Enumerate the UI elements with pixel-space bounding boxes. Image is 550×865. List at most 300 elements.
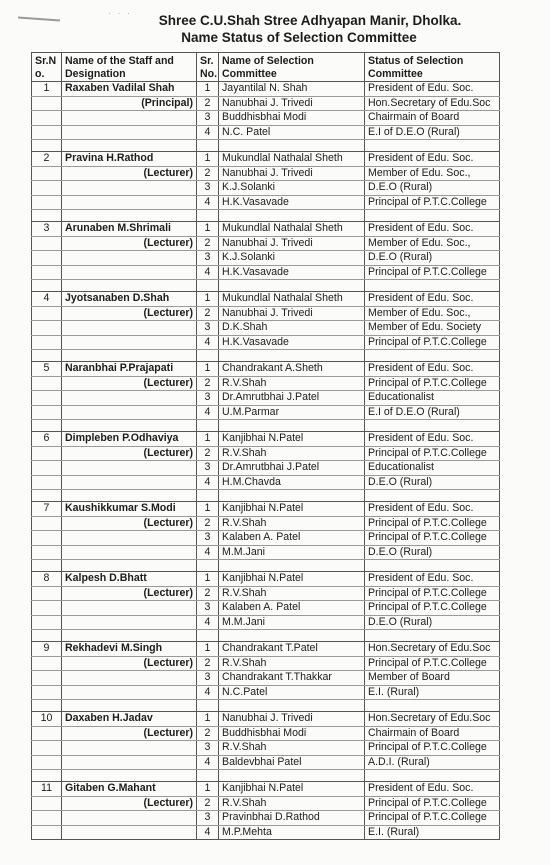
member-number: 1 xyxy=(197,292,219,307)
table-row xyxy=(32,671,500,686)
staff-cell xyxy=(62,251,197,266)
spacer-cell xyxy=(365,420,500,432)
row-srno: 2 xyxy=(32,152,62,167)
table-row xyxy=(32,335,500,350)
spacer-cell xyxy=(219,420,365,432)
member-number: 1 xyxy=(197,362,219,377)
staff-designation: (Lecturer) xyxy=(62,726,197,741)
table-row xyxy=(32,391,500,406)
member-status: Principal of P.T.C.College xyxy=(365,376,500,391)
table-row xyxy=(32,222,500,237)
member-name: Buddhisbhai Modi xyxy=(219,726,365,741)
member-number: 1 xyxy=(197,222,219,237)
spacer-cell xyxy=(62,630,197,642)
member-name: R.V.Shah xyxy=(219,516,365,531)
spacer-cell xyxy=(32,770,62,782)
spacer-cell xyxy=(365,700,500,712)
staff-designation: (Lecturer) xyxy=(62,656,197,671)
member-status: Principal of P.T.C.College xyxy=(365,656,500,671)
member-status: President of Edu. Soc. xyxy=(365,222,500,237)
member-name: R.V.Shah xyxy=(219,796,365,811)
member-status: Chairmain of Board xyxy=(365,726,500,741)
member-name: D.K.Shah xyxy=(219,321,365,336)
table-body xyxy=(32,82,500,840)
group-spacer-row xyxy=(32,420,500,432)
spacer-cell xyxy=(219,490,365,502)
staff-cell xyxy=(62,531,197,546)
member-name: M.M.Jani xyxy=(219,615,365,630)
spacer-cell xyxy=(32,210,62,222)
row-srno: 11 xyxy=(32,782,62,797)
selection-committee-table xyxy=(31,52,500,840)
member-status: E.I. (Rural) xyxy=(365,685,500,700)
spacer-cell xyxy=(32,350,62,362)
member-name: Nanubhai J. Trivedi xyxy=(219,712,365,727)
member-name: Pravinbhai D.Rathod xyxy=(219,811,365,826)
staff-name: Rekhadevi M.Singh xyxy=(62,642,197,657)
table-row xyxy=(32,726,500,741)
row-srno xyxy=(32,446,62,461)
table-row xyxy=(32,111,500,126)
group-spacer-row xyxy=(32,140,500,152)
member-status: President of Edu. Soc. xyxy=(365,782,500,797)
member-status: E.I. (Rural) xyxy=(365,825,500,840)
row-srno xyxy=(32,685,62,700)
member-number: 1 xyxy=(197,502,219,517)
row-srno xyxy=(32,405,62,420)
member-number: 3 xyxy=(197,741,219,756)
table-row xyxy=(32,376,500,391)
table-header-row xyxy=(32,53,500,82)
member-number: 4 xyxy=(197,615,219,630)
member-name: M.M.Jani xyxy=(219,545,365,560)
spacer-cell xyxy=(62,280,197,292)
table-row xyxy=(32,306,500,321)
member-name: H.M.Chavda xyxy=(219,475,365,490)
staff-cell xyxy=(62,811,197,826)
member-status: Principal of P.T.C.College xyxy=(365,811,500,826)
staff-cell xyxy=(62,545,197,560)
staff-cell xyxy=(62,335,197,350)
member-name: Chandrakant T.Patel xyxy=(219,642,365,657)
row-srno xyxy=(32,671,62,686)
spacer-cell xyxy=(62,350,197,362)
member-name: Mukundlal Nathalal Sheth xyxy=(219,152,365,167)
spacer-cell xyxy=(365,630,500,642)
member-number: 4 xyxy=(197,265,219,280)
member-number: 4 xyxy=(197,335,219,350)
row-srno xyxy=(32,545,62,560)
spacer-cell xyxy=(219,280,365,292)
member-status: Member of Edu. Soc., xyxy=(365,166,500,181)
table-row xyxy=(32,572,500,587)
table-row xyxy=(32,475,500,490)
member-name: Baldevbhai Patel xyxy=(219,755,365,770)
member-status: President of Edu. Soc. xyxy=(365,362,500,377)
member-name: Nanubhai J. Trivedi xyxy=(219,166,365,181)
spacer-cell xyxy=(62,140,197,152)
staff-cell xyxy=(62,755,197,770)
member-name: K.J.Solanki xyxy=(219,251,365,266)
member-number: 2 xyxy=(197,166,219,181)
member-name: Dr.Amrutbhai J.Patel xyxy=(219,461,365,476)
member-number: 1 xyxy=(197,82,219,97)
member-status: Educationalist xyxy=(365,461,500,476)
table-row xyxy=(32,292,500,307)
group-spacer-row xyxy=(32,560,500,572)
member-status: Principal of P.T.C.College xyxy=(365,601,500,616)
row-srno xyxy=(32,726,62,741)
table-row xyxy=(32,755,500,770)
member-number: 2 xyxy=(197,96,219,111)
member-number: 4 xyxy=(197,755,219,770)
row-srno xyxy=(32,265,62,280)
member-number: 3 xyxy=(197,531,219,546)
spacer-cell xyxy=(32,280,62,292)
row-srno xyxy=(32,741,62,756)
spacer-cell xyxy=(197,210,219,222)
member-status: President of Edu. Soc. xyxy=(365,292,500,307)
member-status: Principal of P.T.C.College xyxy=(365,796,500,811)
member-status: Member of Edu. Soc., xyxy=(365,236,500,251)
staff-cell xyxy=(62,265,197,280)
staff-cell xyxy=(62,461,197,476)
table-row xyxy=(32,96,500,111)
group-spacer-row xyxy=(32,350,500,362)
member-number: 1 xyxy=(197,712,219,727)
spacer-cell xyxy=(219,700,365,712)
staff-designation: (Lecturer) xyxy=(62,796,197,811)
member-name: Dr.Amrutbhai J.Patel xyxy=(219,391,365,406)
member-status: Principal of P.T.C.College xyxy=(365,195,500,210)
table-row xyxy=(32,796,500,811)
row-srno xyxy=(32,825,62,840)
member-number: 2 xyxy=(197,376,219,391)
member-number: 4 xyxy=(197,475,219,490)
member-name: Chandrakant A.Sheth xyxy=(219,362,365,377)
table-row xyxy=(32,531,500,546)
spacer-cell xyxy=(197,280,219,292)
table-row xyxy=(32,545,500,560)
spacer-cell xyxy=(365,210,500,222)
staff-cell xyxy=(62,391,197,406)
member-name: Nanubhai J. Trivedi xyxy=(219,236,365,251)
member-status: D.E.O (Rural) xyxy=(365,615,500,630)
table-row xyxy=(32,195,500,210)
staff-cell xyxy=(62,125,197,140)
member-name: Nanubhai J. Trivedi xyxy=(219,96,365,111)
spacer-cell xyxy=(32,560,62,572)
member-number: 4 xyxy=(197,825,219,840)
member-number: 4 xyxy=(197,405,219,420)
row-srno xyxy=(32,391,62,406)
row-srno xyxy=(32,656,62,671)
member-number: 3 xyxy=(197,391,219,406)
staff-cell xyxy=(62,195,197,210)
member-name: R.V.Shah xyxy=(219,741,365,756)
member-name: Kalaben A. Patel xyxy=(219,531,365,546)
table-row xyxy=(32,236,500,251)
row-srno: 1 xyxy=(32,82,62,97)
spacer-cell xyxy=(197,700,219,712)
staff-designation: (Lecturer) xyxy=(62,306,197,321)
spacer-cell xyxy=(197,630,219,642)
member-number: 3 xyxy=(197,671,219,686)
member-name: Mukundlal Nathalal Sheth xyxy=(219,222,365,237)
table-row xyxy=(32,502,500,517)
table-row xyxy=(32,432,500,447)
staff-name: Raxaben Vadilal Shah xyxy=(62,82,197,97)
table-row xyxy=(32,741,500,756)
member-number: 1 xyxy=(197,152,219,167)
member-number: 2 xyxy=(197,236,219,251)
member-number: 2 xyxy=(197,656,219,671)
member-name: Kalaben A. Patel xyxy=(219,601,365,616)
row-srno xyxy=(32,461,62,476)
spacer-cell xyxy=(365,140,500,152)
row-srno xyxy=(32,796,62,811)
staff-name: Arunaben M.Shrimali xyxy=(62,222,197,237)
col-header-committee-name: Name of Selection Committee xyxy=(219,53,365,82)
staff-cell xyxy=(62,475,197,490)
member-status: Principal of P.T.C.College xyxy=(365,446,500,461)
member-status: Chairmain of Board xyxy=(365,111,500,126)
table-row xyxy=(32,82,500,97)
table-row xyxy=(32,181,500,196)
row-srno: 8 xyxy=(32,572,62,587)
row-srno xyxy=(32,166,62,181)
spacer-cell xyxy=(365,350,500,362)
staff-name: Daxaben H.Jadav xyxy=(62,712,197,727)
member-number: 4 xyxy=(197,195,219,210)
member-status: D.E.O (Rural) xyxy=(365,181,500,196)
spacer-cell xyxy=(219,140,365,152)
member-status: President of Edu. Soc. xyxy=(365,502,500,517)
group-spacer-row xyxy=(32,490,500,502)
group-spacer-row xyxy=(32,700,500,712)
row-srno: 5 xyxy=(32,362,62,377)
member-number: 3 xyxy=(197,461,219,476)
row-srno: 10 xyxy=(32,712,62,727)
member-name: R.V.Shah xyxy=(219,656,365,671)
member-name: Kanjibhai N.Patel xyxy=(219,502,365,517)
spacer-cell xyxy=(219,770,365,782)
member-number: 4 xyxy=(197,125,219,140)
spacer-cell xyxy=(197,560,219,572)
member-number: 2 xyxy=(197,516,219,531)
member-status: President of Edu. Soc. xyxy=(365,152,500,167)
group-spacer-row xyxy=(32,630,500,642)
member-status: D.E.O (Rural) xyxy=(365,545,500,560)
member-status: President of Edu. Soc. xyxy=(365,572,500,587)
row-srno xyxy=(32,251,62,266)
member-status: Educationalist xyxy=(365,391,500,406)
spacer-cell xyxy=(197,770,219,782)
table-row xyxy=(32,782,500,797)
member-status: A.D.I. (Rural) xyxy=(365,755,500,770)
row-srno xyxy=(32,111,62,126)
staff-designation: (Lecturer) xyxy=(62,586,197,601)
member-name: R.V.Shah xyxy=(219,586,365,601)
document-title: Shree C.U.Shah Stree Adhyapan Manir, Dholka. xyxy=(158,13,462,28)
col-header-status: Status of Selection Committee xyxy=(365,53,500,82)
table-row xyxy=(32,586,500,601)
spacer-cell xyxy=(219,560,365,572)
member-name: H.K.Vasavade xyxy=(219,195,365,210)
member-number: 3 xyxy=(197,601,219,616)
staff-name: Gitaben G.Mahant xyxy=(62,782,197,797)
staff-cell xyxy=(62,685,197,700)
spacer-cell xyxy=(197,420,219,432)
member-name: N.C.Patel xyxy=(219,685,365,700)
spacer-cell xyxy=(365,280,500,292)
table-row xyxy=(32,615,500,630)
document-header xyxy=(0,12,550,46)
pen-dots: · · · xyxy=(108,8,132,18)
spacer-cell xyxy=(32,140,62,152)
member-status: Hon.Secretary of Edu.Soc xyxy=(365,96,500,111)
staff-designation: (Lecturer) xyxy=(62,446,197,461)
staff-name: Pravina H.Rathod xyxy=(62,152,197,167)
spacer-cell xyxy=(219,630,365,642)
member-status: Principal of P.T.C.College xyxy=(365,586,500,601)
member-name: U.M.Parmar xyxy=(219,405,365,420)
member-number: 2 xyxy=(197,306,219,321)
staff-designation: (Lecturer) xyxy=(62,166,197,181)
member-status: Principal of P.T.C.College xyxy=(365,335,500,350)
row-srno: 9 xyxy=(32,642,62,657)
staff-designation: (Lecturer) xyxy=(62,376,197,391)
member-status: President of Edu. Soc. xyxy=(365,432,500,447)
row-srno: 3 xyxy=(32,222,62,237)
member-name: M.P.Mehta xyxy=(219,825,365,840)
col-header-committee-no: Sr. No. xyxy=(197,53,219,82)
member-number: 3 xyxy=(197,111,219,126)
col-header-srno: Sr.No. xyxy=(32,53,62,82)
staff-cell xyxy=(62,111,197,126)
row-srno xyxy=(32,615,62,630)
spacer-cell xyxy=(365,770,500,782)
staff-cell xyxy=(62,405,197,420)
spacer-cell xyxy=(219,210,365,222)
row-srno xyxy=(32,586,62,601)
member-status: D.E.O (Rural) xyxy=(365,251,500,266)
staff-cell xyxy=(62,825,197,840)
member-number: 1 xyxy=(197,642,219,657)
row-srno xyxy=(32,376,62,391)
member-name: Nanubhai J. Trivedi xyxy=(219,306,365,321)
table-row xyxy=(32,446,500,461)
row-srno xyxy=(32,516,62,531)
member-status: E.I of D.E.O (Rural) xyxy=(365,125,500,140)
spacer-cell xyxy=(32,420,62,432)
staff-designation: (Principal) xyxy=(62,96,197,111)
staff-name: Jyotsanaben D.Shah xyxy=(62,292,197,307)
spacer-cell xyxy=(32,700,62,712)
member-status: Principal of P.T.C.College xyxy=(365,741,500,756)
member-name: K.J.Solanki xyxy=(219,181,365,196)
row-srno: 6 xyxy=(32,432,62,447)
table-row xyxy=(32,405,500,420)
table-row xyxy=(32,461,500,476)
member-number: 4 xyxy=(197,685,219,700)
spacer-cell xyxy=(197,350,219,362)
row-srno xyxy=(32,125,62,140)
member-number: 2 xyxy=(197,586,219,601)
member-number: 1 xyxy=(197,782,219,797)
row-srno: 7 xyxy=(32,502,62,517)
member-number: 2 xyxy=(197,726,219,741)
table-row xyxy=(32,152,500,167)
member-status: E.I of D.E.O (Rural) xyxy=(365,405,500,420)
member-name: Kanjibhai N.Patel xyxy=(219,432,365,447)
staff-cell xyxy=(62,601,197,616)
member-number: 3 xyxy=(197,251,219,266)
spacer-cell xyxy=(32,630,62,642)
member-name: Kanjibhai N.Patel xyxy=(219,572,365,587)
member-name: H.K.Vasavade xyxy=(219,265,365,280)
staff-cell xyxy=(62,671,197,686)
table-row xyxy=(32,265,500,280)
row-srno xyxy=(32,306,62,321)
member-name: H.K.Vasavade xyxy=(219,335,365,350)
table-row xyxy=(32,601,500,616)
staff-designation: (Lecturer) xyxy=(62,516,197,531)
member-number: 3 xyxy=(197,321,219,336)
spacer-cell xyxy=(197,490,219,502)
member-name: Jayantilal N. Shah xyxy=(219,82,365,97)
table-row xyxy=(32,811,500,826)
row-srno xyxy=(32,236,62,251)
row-srno xyxy=(32,475,62,490)
group-spacer-row xyxy=(32,770,500,782)
table-row xyxy=(32,825,500,840)
table-row xyxy=(32,362,500,377)
staff-cell xyxy=(62,181,197,196)
col-header-staff: Name of the Staff and Designation xyxy=(62,53,197,82)
staff-designation: (Lecturer) xyxy=(62,236,197,251)
member-name: R.V.Shah xyxy=(219,376,365,391)
table-row xyxy=(32,321,500,336)
spacer-cell xyxy=(197,140,219,152)
member-number: 2 xyxy=(197,796,219,811)
row-srno xyxy=(32,96,62,111)
member-status: Principal of P.T.C.College xyxy=(365,265,500,280)
table-row xyxy=(32,712,500,727)
member-status: Member of Board xyxy=(365,671,500,686)
member-number: 1 xyxy=(197,432,219,447)
member-number: 4 xyxy=(197,545,219,560)
row-srno xyxy=(32,335,62,350)
table-row xyxy=(32,516,500,531)
row-srno xyxy=(32,601,62,616)
group-spacer-row xyxy=(32,280,500,292)
spacer-cell xyxy=(62,420,197,432)
table-row xyxy=(32,125,500,140)
spacer-cell xyxy=(62,770,197,782)
row-srno xyxy=(32,195,62,210)
member-name: R.V.Shah xyxy=(219,446,365,461)
member-name: Kanjibhai N.Patel xyxy=(219,782,365,797)
spacer-cell xyxy=(62,210,197,222)
member-status: Hon.Secretary of Edu.Soc xyxy=(365,642,500,657)
member-status: Principal of P.T.C.College xyxy=(365,531,500,546)
staff-name: Kaushikkumar S.Modi xyxy=(62,502,197,517)
document-subtitle: Name Status of Selection Committee xyxy=(181,30,417,45)
row-srno xyxy=(32,531,62,546)
spacer-cell xyxy=(219,350,365,362)
row-srno xyxy=(32,755,62,770)
